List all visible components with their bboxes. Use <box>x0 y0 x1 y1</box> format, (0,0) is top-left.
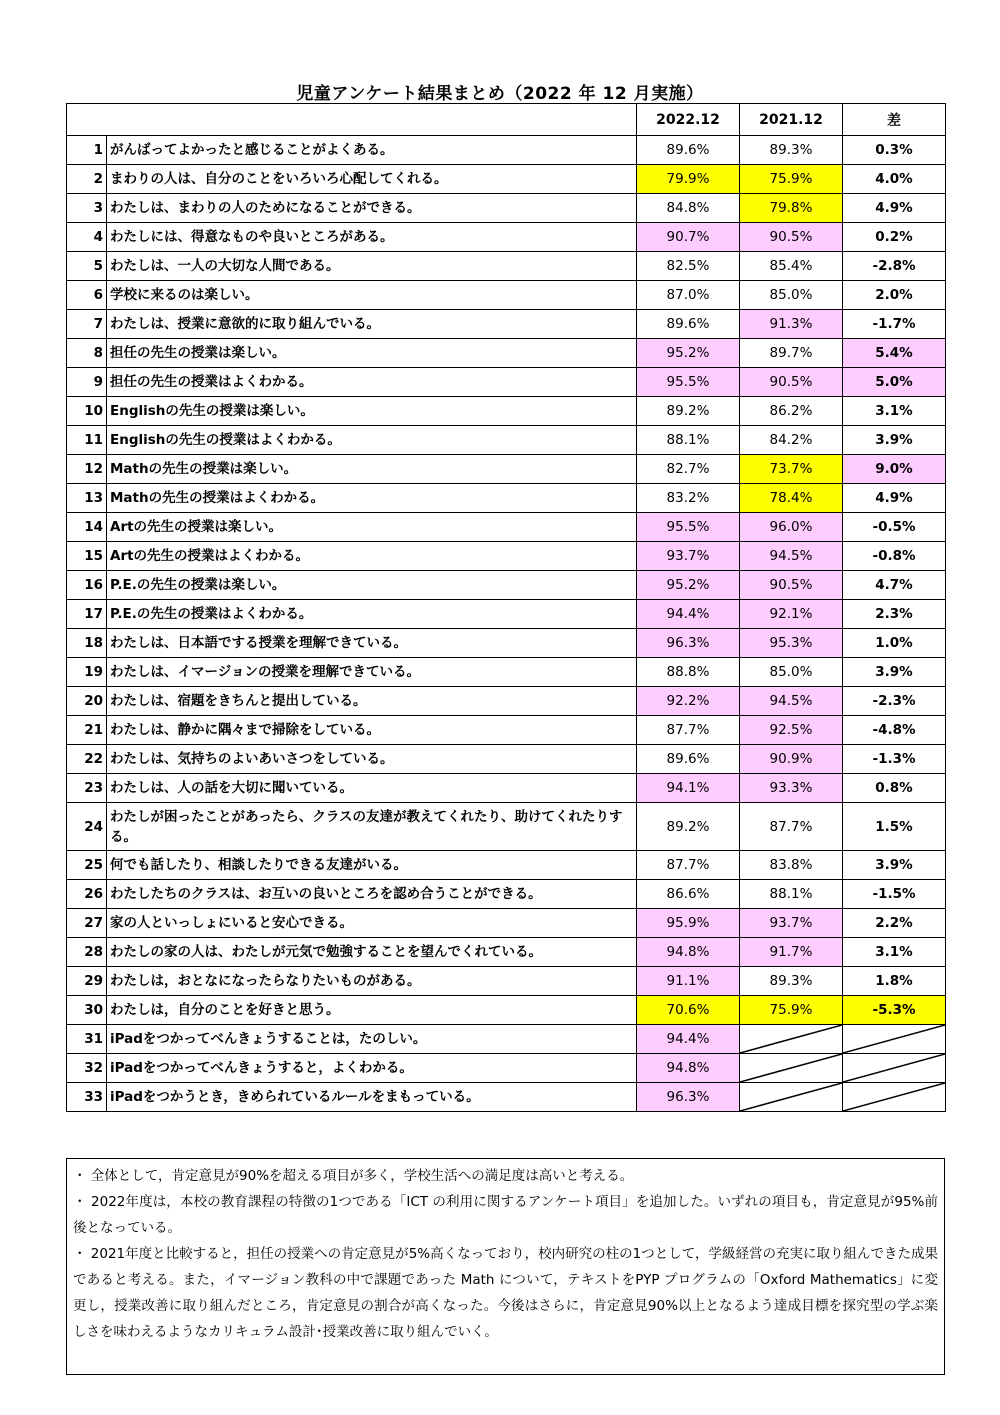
diff-value: 3.1% <box>843 938 946 967</box>
value-2021-empty <box>740 1025 843 1054</box>
value-2022: 84.8% <box>637 194 740 223</box>
header-2022: 2022.12 <box>637 104 740 136</box>
header-question <box>67 104 637 136</box>
value-2021: 90.9% <box>740 745 843 774</box>
question-text: Artの先生の授業は楽しい。 <box>107 513 637 542</box>
diff-value: 5.0% <box>843 368 946 397</box>
diff-value: 1.0% <box>843 629 946 658</box>
table-row <box>67 1083 946 1112</box>
value-2022: 94.8% <box>637 1054 740 1083</box>
diff-value: 2.3% <box>843 600 946 629</box>
value-2021: 84.2% <box>740 426 843 455</box>
table-row <box>67 774 946 803</box>
question-text: Englishの先生の授業は楽しい。 <box>107 397 637 426</box>
value-2022: 79.9% <box>637 165 740 194</box>
row-number: 26 <box>67 880 107 909</box>
value-2022: 83.2% <box>637 484 740 513</box>
diff-value: 3.9% <box>843 851 946 880</box>
table-row <box>67 281 946 310</box>
table-row <box>67 339 946 368</box>
diff-value: 0.8% <box>843 774 946 803</box>
row-number: 7 <box>67 310 107 339</box>
value-2021: 90.5% <box>740 223 843 252</box>
row-number: 8 <box>67 339 107 368</box>
value-2021: 89.3% <box>740 967 843 996</box>
header-2021: 2021.12 <box>740 104 843 136</box>
row-number: 9 <box>67 368 107 397</box>
row-number: 12 <box>67 455 107 484</box>
diff-value: 0.3% <box>843 136 946 165</box>
value-2021: 85.0% <box>740 658 843 687</box>
question-text: 何でも話したり、相談したりできる友達がいる。 <box>107 851 637 880</box>
table-row <box>67 909 946 938</box>
diff-value: -1.3% <box>843 745 946 774</box>
value-2021: 75.9% <box>740 165 843 194</box>
question-text: わたしは、一人の大切な人間である。 <box>107 252 637 281</box>
diff-value: 4.0% <box>843 165 946 194</box>
value-2022: 70.6% <box>637 996 740 1025</box>
header-diff: 差 <box>843 104 946 136</box>
question-text: Mathの先生の授業は楽しい。 <box>107 455 637 484</box>
diff-value: 0.2% <box>843 223 946 252</box>
table-row <box>67 542 946 571</box>
question-text: わたしが困ったことがあったら、クラスの友達が教えてくれたり、助けてくれたりする。 <box>107 803 637 851</box>
question-text: わたしは、人の話を大切に聞いている。 <box>107 774 637 803</box>
row-number: 3 <box>67 194 107 223</box>
question-text: がんばってよかったと感じることがよくある。 <box>107 136 637 165</box>
value-2022: 90.7% <box>637 223 740 252</box>
table-row <box>67 996 946 1025</box>
value-2021: 87.7% <box>740 803 843 851</box>
table-row <box>67 687 946 716</box>
row-number: 15 <box>67 542 107 571</box>
row-number: 6 <box>67 281 107 310</box>
value-2021: 90.5% <box>740 368 843 397</box>
value-2022: 94.4% <box>637 1025 740 1054</box>
row-number: 18 <box>67 629 107 658</box>
diff-value: -1.5% <box>843 880 946 909</box>
table-row <box>67 851 946 880</box>
value-2021: 89.7% <box>740 339 843 368</box>
diff-empty <box>843 1025 946 1054</box>
value-2021: 93.3% <box>740 774 843 803</box>
value-2021: 78.4% <box>740 484 843 513</box>
diff-value: 9.0% <box>843 455 946 484</box>
value-2022: 95.9% <box>637 909 740 938</box>
table-header-row <box>67 104 946 136</box>
row-number: 4 <box>67 223 107 252</box>
row-number: 29 <box>67 967 107 996</box>
table-row <box>67 716 946 745</box>
diff-value: 3.9% <box>843 426 946 455</box>
question-text: わたしは、気持ちのよいあいさつをしている。 <box>107 745 637 774</box>
question-text: Artの先生の授業はよくわかる。 <box>107 542 637 571</box>
diff-value: 4.9% <box>843 194 946 223</box>
summary-paragraph-1: ・ 全体として，肯定意見が90%を超える項目が多く，学校生活への満足度は高いと考える。 <box>73 1168 634 1184</box>
question-text: まわりの人は、自分のことをいろいろ心配してくれる。 <box>107 165 637 194</box>
table-row <box>67 571 946 600</box>
diff-value: 3.9% <box>843 658 946 687</box>
value-2022: 89.6% <box>637 310 740 339</box>
diff-value: 2.0% <box>843 281 946 310</box>
question-text: わたしは，自分のことを好きと思う。 <box>107 996 637 1025</box>
value-2021: 91.7% <box>740 938 843 967</box>
summary-box <box>66 1158 945 1375</box>
row-number: 32 <box>67 1054 107 1083</box>
table-row <box>67 513 946 542</box>
row-number: 24 <box>67 803 107 851</box>
value-2022: 89.2% <box>637 397 740 426</box>
question-text: わたしは、授業に意欲的に取り組んでいる。 <box>107 310 637 339</box>
table-row <box>67 368 946 397</box>
row-number: 21 <box>67 716 107 745</box>
question-text: iPadをつかってべんきょうすることは，たのしい。 <box>107 1025 637 1054</box>
value-2022: 96.3% <box>637 1083 740 1112</box>
row-number: 5 <box>67 252 107 281</box>
value-2021: 93.7% <box>740 909 843 938</box>
question-text: iPadをつかってべんきょうすると，よくわかる。 <box>107 1054 637 1083</box>
diff-value: -5.3% <box>843 996 946 1025</box>
diff-value: 5.4% <box>843 339 946 368</box>
question-text: わたしの家の人は、わたしが元気で勉強することを望んでくれている。 <box>107 938 637 967</box>
row-number: 14 <box>67 513 107 542</box>
diff-value: -2.3% <box>843 687 946 716</box>
table-row <box>67 745 946 774</box>
value-2022: 95.5% <box>637 513 740 542</box>
value-2022: 94.8% <box>637 938 740 967</box>
question-text: わたしは、日本語でする授業を理解できている。 <box>107 629 637 658</box>
row-number: 2 <box>67 165 107 194</box>
row-number: 1 <box>67 136 107 165</box>
table-row <box>67 484 946 513</box>
question-text: 学校に来るのは楽しい。 <box>107 281 637 310</box>
row-number: 16 <box>67 571 107 600</box>
table-row <box>67 136 946 165</box>
question-text: P.E.の先生の授業は楽しい。 <box>107 571 637 600</box>
value-2021: 96.0% <box>740 513 843 542</box>
value-2021: 86.2% <box>740 397 843 426</box>
row-number: 25 <box>67 851 107 880</box>
question-text: iPadをつかうとき，きめられているルールをまもっている。 <box>107 1083 637 1112</box>
value-2021: 92.5% <box>740 716 843 745</box>
row-number: 27 <box>67 909 107 938</box>
value-2022: 96.3% <box>637 629 740 658</box>
question-text: わたしは、宿題をきちんと提出している。 <box>107 687 637 716</box>
diff-value: -0.5% <box>843 513 946 542</box>
table-row <box>67 455 946 484</box>
value-2021: 91.3% <box>740 310 843 339</box>
row-number: 20 <box>67 687 107 716</box>
value-2022: 82.5% <box>637 252 740 281</box>
value-2022: 95.5% <box>637 368 740 397</box>
value-2022: 95.2% <box>637 571 740 600</box>
row-number: 33 <box>67 1083 107 1112</box>
value-2021: 73.7% <box>740 455 843 484</box>
value-2021-empty <box>740 1054 843 1083</box>
diff-value: -1.7% <box>843 310 946 339</box>
question-text: わたしは、イマージョンの授業を理解できている。 <box>107 658 637 687</box>
row-number: 30 <box>67 996 107 1025</box>
value-2022: 87.0% <box>637 281 740 310</box>
diff-value: 1.5% <box>843 803 946 851</box>
value-2022: 82.7% <box>637 455 740 484</box>
table-row <box>67 967 946 996</box>
row-number: 31 <box>67 1025 107 1054</box>
diff-value: -0.8% <box>843 542 946 571</box>
survey-results-table <box>66 103 946 1112</box>
value-2021: 75.9% <box>740 996 843 1025</box>
row-number: 10 <box>67 397 107 426</box>
summary-paragraph-2: ・ 2022年度は，本校の教育課程の特徴の1つである「ICT の利用に関するアンケート項目」を追加した。いずれの項目も，肯定意見が95%前後となっている。 <box>73 1194 938 1236</box>
value-2021-empty <box>740 1083 843 1112</box>
table-row <box>67 658 946 687</box>
table-row <box>67 629 946 658</box>
value-2022: 92.2% <box>637 687 740 716</box>
value-2022: 89.2% <box>637 803 740 851</box>
diff-value: -4.8% <box>843 716 946 745</box>
table-row <box>67 1054 946 1083</box>
question-text: P.E.の先生の授業はよくわかる。 <box>107 600 637 629</box>
table-row <box>67 803 946 851</box>
value-2022: 91.1% <box>637 967 740 996</box>
row-number: 23 <box>67 774 107 803</box>
value-2021: 92.1% <box>740 600 843 629</box>
table-row <box>67 310 946 339</box>
question-text: 担任の先生の授業は楽しい。 <box>107 339 637 368</box>
question-text: わたしは，おとなになったらなりたいものがある。 <box>107 967 637 996</box>
table-row <box>67 600 946 629</box>
table-row <box>67 252 946 281</box>
question-text: わたしは、まわりの人のためになることができる。 <box>107 194 637 223</box>
value-2022: 89.6% <box>637 136 740 165</box>
value-2021: 83.8% <box>740 851 843 880</box>
value-2022: 87.7% <box>637 851 740 880</box>
value-2021: 94.5% <box>740 542 843 571</box>
document-title: 児童アンケート結果まとめ（2022 年 12 月実施） <box>296 84 704 104</box>
diff-value: 3.1% <box>843 397 946 426</box>
table-row <box>67 1025 946 1054</box>
row-number: 28 <box>67 938 107 967</box>
table-row <box>67 426 946 455</box>
table-row <box>67 223 946 252</box>
value-2021: 85.0% <box>740 281 843 310</box>
diff-value: 4.7% <box>843 571 946 600</box>
table-row <box>67 165 946 194</box>
value-2021: 88.1% <box>740 880 843 909</box>
diff-value: 4.9% <box>843 484 946 513</box>
row-number: 22 <box>67 745 107 774</box>
value-2022: 94.1% <box>637 774 740 803</box>
summary-paragraph-3: ・ 2021年度と比較すると，担任の授業への肯定意見が5%高くなっており，校内研究の柱の1つとして，学級経営の充実に取り組んできた成果であると考える。また，イマージョン教科の中で課題であった Math について，テキストをPYP プログラムの「Oxford Mathematics」に変更し，授業改善に取り組んだところ，肯定意見の割合が高くなった。今後はさらに，肯定意見90%以上となるよう達成目標を探究型の学ぶ楽しさを味わえるようなカリキュラム設計･授業改善に取り組んでいく。 <box>73 1246 938 1340</box>
diff-empty <box>843 1054 946 1083</box>
diff-empty <box>843 1083 946 1112</box>
value-2021: 79.8% <box>740 194 843 223</box>
question-text: 担任の先生の授業はよくわかる。 <box>107 368 637 397</box>
value-2021: 85.4% <box>740 252 843 281</box>
question-text: わたしは、静かに隅々まで掃除をしている。 <box>107 716 637 745</box>
value-2022: 87.7% <box>637 716 740 745</box>
question-text: 家の人といっしょにいると安心できる。 <box>107 909 637 938</box>
question-text: わたしたちのクラスは、お互いの良いところを認め合うことができる。 <box>107 880 637 909</box>
diff-value: 2.2% <box>843 909 946 938</box>
value-2021: 95.3% <box>740 629 843 658</box>
diff-value: -2.8% <box>843 252 946 281</box>
table-row <box>67 880 946 909</box>
question-text: わたしには、得意なものや良いところがある。 <box>107 223 637 252</box>
value-2021: 89.3% <box>740 136 843 165</box>
value-2022: 95.2% <box>637 339 740 368</box>
table-row <box>67 194 946 223</box>
value-2022: 88.1% <box>637 426 740 455</box>
diff-value: 1.8% <box>843 967 946 996</box>
value-2022: 86.6% <box>637 880 740 909</box>
value-2021: 94.5% <box>740 687 843 716</box>
row-number: 17 <box>67 600 107 629</box>
row-number: 13 <box>67 484 107 513</box>
row-number: 11 <box>67 426 107 455</box>
value-2021: 90.5% <box>740 571 843 600</box>
question-text: Mathの先生の授業はよくわかる。 <box>107 484 637 513</box>
value-2022: 94.4% <box>637 600 740 629</box>
table-row <box>67 397 946 426</box>
question-text: Englishの先生の授業はよくわかる。 <box>107 426 637 455</box>
value-2022: 88.8% <box>637 658 740 687</box>
row-number: 19 <box>67 658 107 687</box>
value-2022: 93.7% <box>637 542 740 571</box>
value-2022: 89.6% <box>637 745 740 774</box>
table-row <box>67 938 946 967</box>
